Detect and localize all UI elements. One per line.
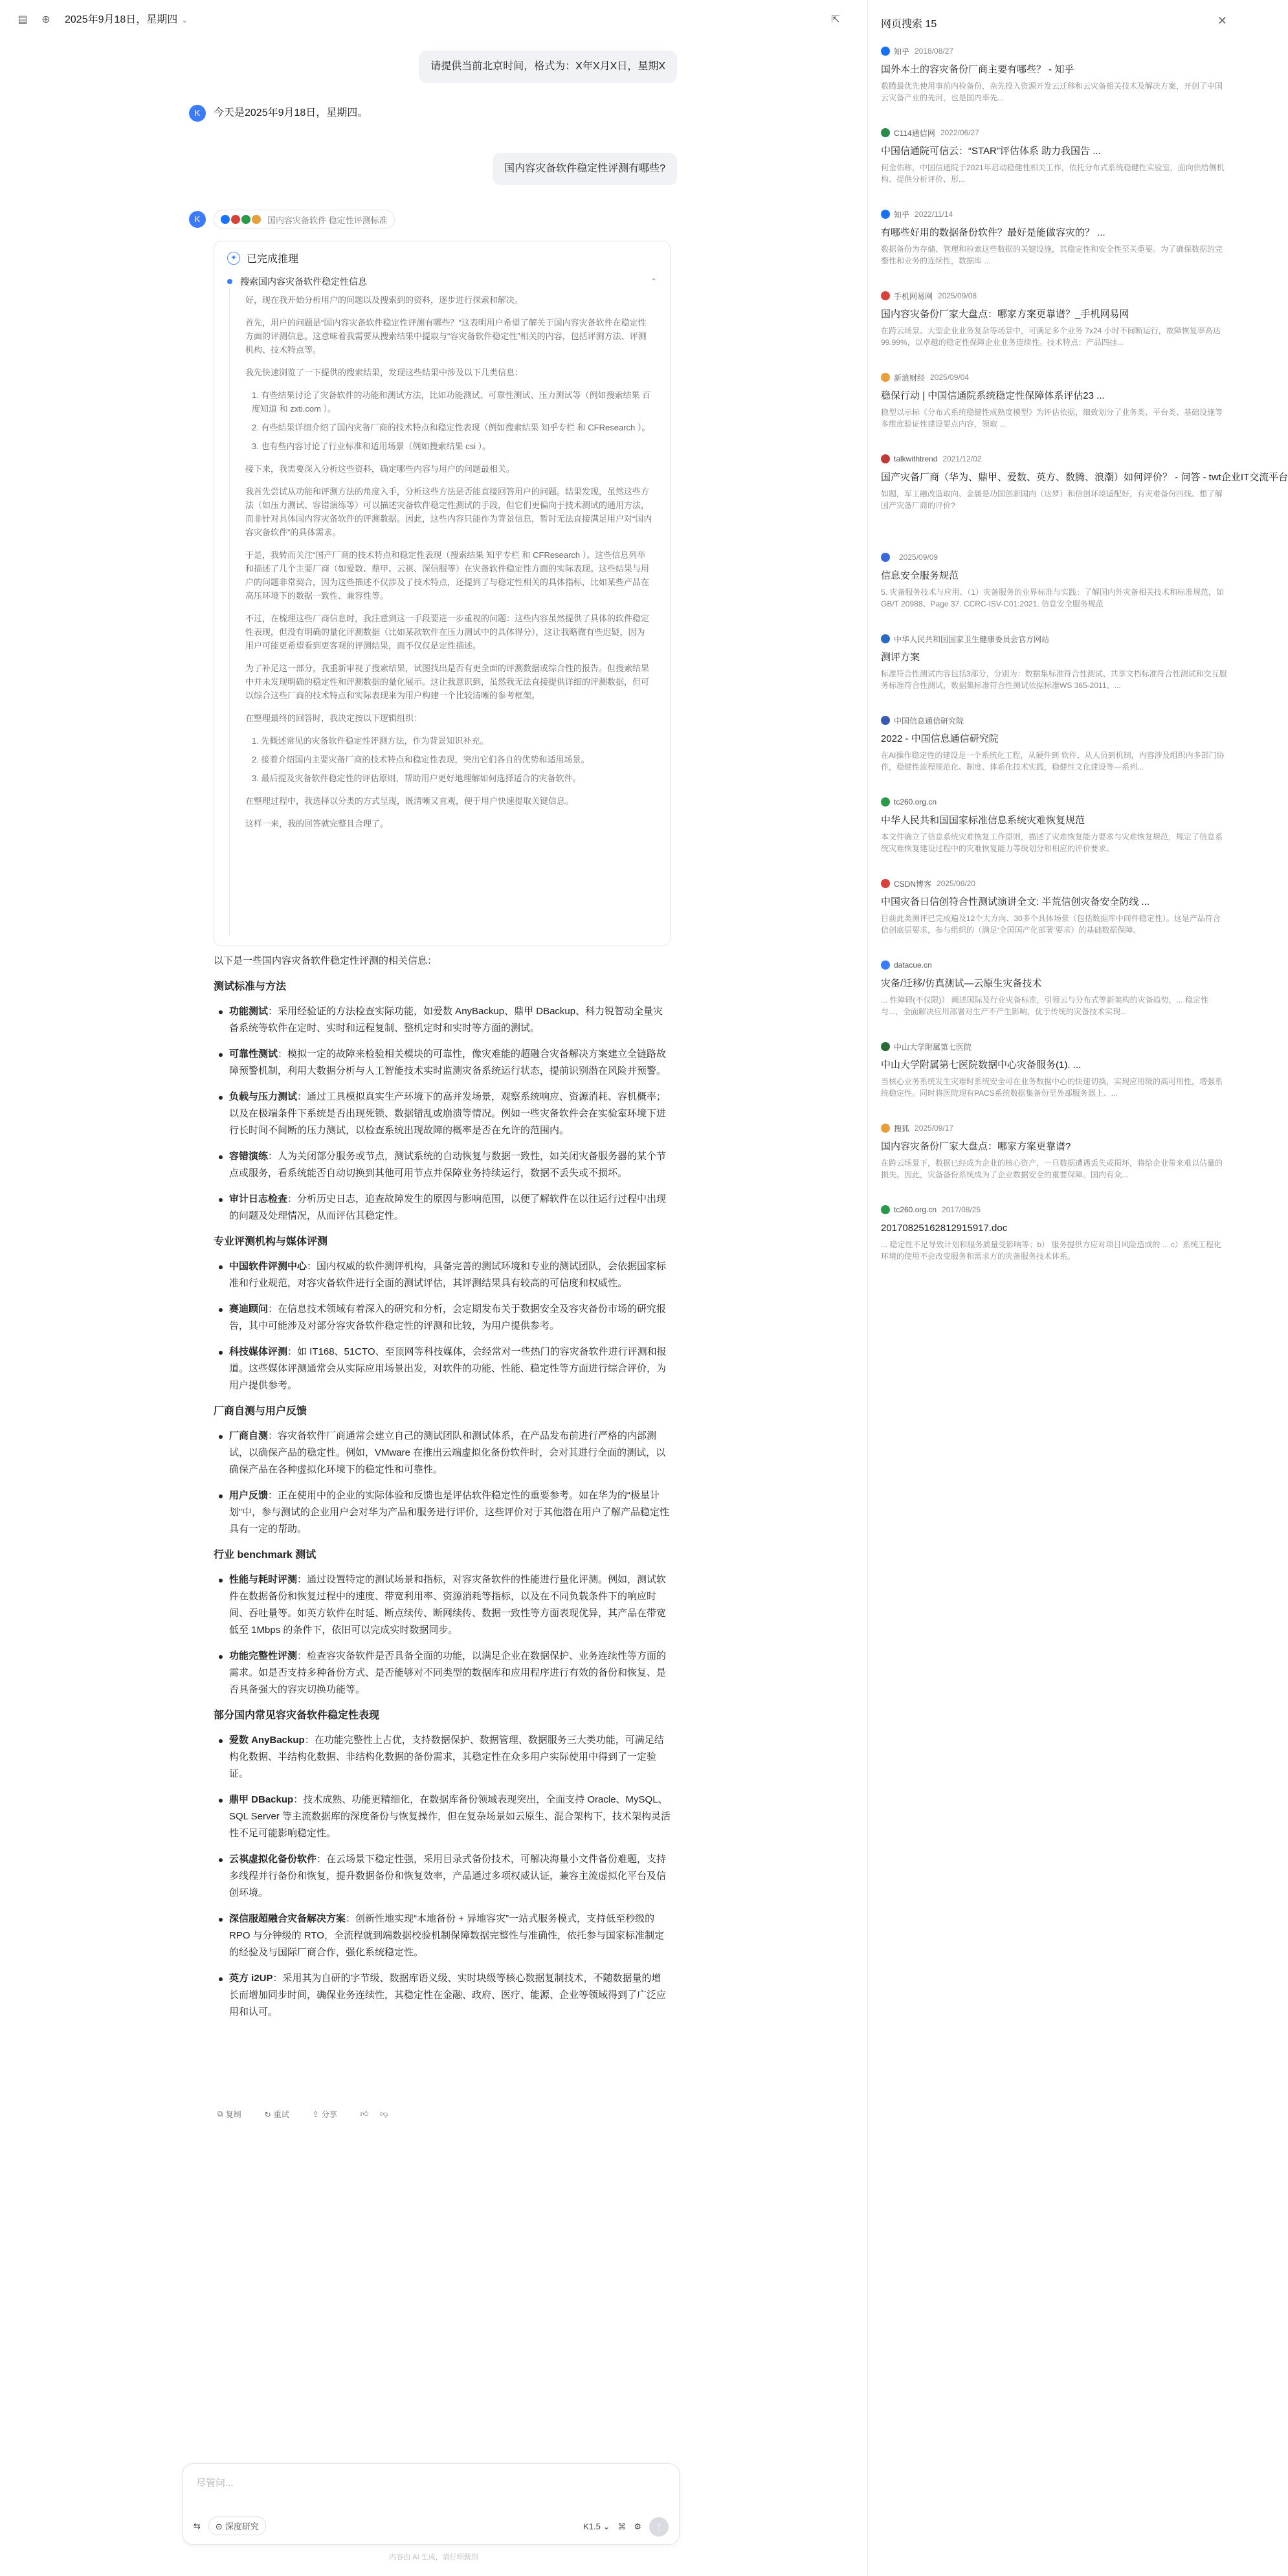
answer-list-item xyxy=(214,1487,671,1538)
panel-title: 网页搜索 15 xyxy=(881,19,937,30)
source-favicon-icon xyxy=(252,215,261,224)
answer-item-text: ：分析历史日志，追查故障发生的原因与影响范围，以便了解软件在以往运行过程中出现的问题及处理情况，从而评估其稳定性。 xyxy=(229,1194,667,1221)
site-favicon-icon xyxy=(881,960,890,970)
answer-item-text: ：在功能完整性上占优，支持数据保护、数据管理、数据服务三大类功能，可满足结构化数据、半结构化数据、非结构化数据的备份需求，其稳定性在众多用户实际使用中得到了一定验证。 xyxy=(229,1735,664,1779)
reference-date: 2025/09/04 xyxy=(930,373,970,382)
reference-item[interactable] xyxy=(881,290,1228,348)
composer-right xyxy=(568,2517,669,2537)
reference-meta xyxy=(881,1122,1228,1134)
assistant-reply: 今天是2025年9月18日，星期四。 xyxy=(214,107,368,118)
answer-item-term: 用户反馈 xyxy=(229,1490,269,1501)
source-favicon-icon xyxy=(221,215,230,224)
reference-title[interactable]: 国产灾备厂商（华为、鼎甲、爱数、英方、数腾、浪潮）如何评价？ - 问答 - twt企业IT交流平台 xyxy=(881,472,1288,483)
copy-label: 复制 xyxy=(225,2110,241,2119)
answer-list xyxy=(214,1003,671,1225)
reference-snippet: 数腾最优先使用事前内检备份，亲先投入资源开发云迁移和云灾备相关技术及解决方案，开创了中国云灾备产业的先河，也是国内率先... xyxy=(881,82,1223,102)
thinking-list-item: 1. 有些结果讨论了灾备软件的功能和测试方法，比如功能测试、可靠性测试、压力测试等（例如搜索结果 百度知道 和 zxti.com ）。 xyxy=(252,390,651,414)
answer-item-text: ：在云场景下稳定性强，采用目录式备份技术，可解决海量小文件备份难题，支持多线程并行备份和恢复，提升数据备份和恢复效率，产品通过多项权威认证，兼容主流虚拟化平台及信创环境。 xyxy=(229,1854,667,1898)
reference-title[interactable]: 中华人民共和国国家标准信息系统灾难恢复规范 xyxy=(881,815,1085,826)
answer-item-term: 功能测试 xyxy=(229,1006,269,1017)
answer-item-text: ：在信息技术领域有着深入的研究和分析，会定期发布关于数据安全及容灾备份市场的研究报告，其中可能涉及对部分容灾备软件稳定性的评测和比较，为用户提供参考。 xyxy=(229,1304,667,1331)
answer-list-item xyxy=(214,1732,671,1782)
reference-source: CSDN博客 xyxy=(894,879,932,889)
answer-list-item xyxy=(214,1911,671,1961)
reference-source: 中国信息通信研究院 xyxy=(894,716,964,726)
answer-item-text: ：通过设置特定的测试场景和指标，对容灾备软件的性能进行量化评测。例如，测试软件在数据备份和恢复过程中的速度、带宽利用率、资源消耗等指标，以及在不同负载条件下的响应时间、吞吐量等。如英方软件在时延、断点续传、断网续传、数据一致性等方面表现优异，其产品在带宽低至 1Mbps 的条件下，依旧可以完成实时数据同步。 xyxy=(229,1574,667,1636)
copy-button[interactable] xyxy=(217,2109,253,2120)
reference-date: 2022/11/14 xyxy=(915,210,953,219)
chat-title[interactable]: 2025年9月18日，星期四 ⌄ xyxy=(65,14,188,25)
web-search-panel xyxy=(867,0,1288,2576)
reference-title[interactable]: 2022 - 中国信息通信研究院 xyxy=(881,733,999,744)
answer-item-text: ：技术成熟、功能更精细化，在数据库备份领域表现突出，全面支持 Oracle、MySQL、SQL Server 等主流数据库的深度备份与恢复操作，但在复杂场景如云原生、混合架构下，技术架构灵活性不足可能影响稳定性。 xyxy=(229,1794,671,1839)
reference-title[interactable]: 灾备/迁移/仿真测试—云原生灾备技术 xyxy=(881,978,1042,989)
answer-item-text: ：采用经验证的方法检查实际功能，如爱数 AnyBackup、鼎甲 DBackup、科力锐智动全量灾备系统等软件在定时、实时和远程复制、整机定时和实时等方面的测试。 xyxy=(229,1006,663,1034)
reference-title[interactable]: 20170825162812915917.doc xyxy=(881,1223,1008,1234)
answer-item-term: 可靠性测试 xyxy=(229,1049,278,1060)
answer-list-item xyxy=(214,1148,671,1182)
thinking-paragraph: 这样一来，我的回答就完整且合理了。 xyxy=(245,819,389,828)
answer-item-term: 深信服超融合灾备解决方案 xyxy=(229,1913,346,1924)
reference-item[interactable] xyxy=(881,715,1228,773)
site-favicon-icon xyxy=(881,373,890,382)
message-actions xyxy=(217,2109,399,2120)
thumbs-down-icon[interactable]: 👎︎ xyxy=(380,2109,388,2118)
reference-item[interactable] xyxy=(881,1122,1228,1181)
chevron-up-icon: ⌃ xyxy=(650,277,657,286)
reference-source: 中华人民共和国国家卫生健康委员会官方网站 xyxy=(894,634,1050,644)
reference-item[interactable] xyxy=(881,453,1288,511)
reference-meta xyxy=(881,208,1228,220)
reference-title[interactable]: 测评方案 xyxy=(881,652,920,663)
answer-item-text: ：国内权威的软件测评机构，具备完善的测试环境和专业的测试团队，会依据国家标准和行业规范，对容灾备软件进行全面的测试评估，其评测结果具有较高的可信度和权威性。 xyxy=(229,1261,667,1289)
retry-button[interactable] xyxy=(265,2109,301,2120)
composer xyxy=(183,2463,680,2545)
model-selector[interactable]: K1.5 ⌄ xyxy=(583,2522,610,2531)
answer-item-text: ：检查容灾备软件是否具备全面的功能，以满足企业在数据保护、业务连续性等方面的需求。如是否支持多种备份方式、是否能够对不同类型的数据库和应用程序进行有效的备份和恢复、是否具备强大的容灾切换功能等。 xyxy=(229,1650,667,1695)
source-chip-label: 国内容灾备软件 稳定性评测标准 xyxy=(267,215,388,225)
settings-icon[interactable]: ⚙ xyxy=(634,2522,641,2531)
answer-item-text: ：通过工具模拟真实生产环境下的高并发场景，观察系统响应、资源消耗、容机概率；以及在极端条件下系统是否出现死锁、数据错乱或崩溃等情况。例如一些灾备软件会在实验室环境下进行长时间不间断的压力测试，以检查系统出现故障的概率是否在允许的范围内。 xyxy=(229,1091,667,1136)
reference-meta xyxy=(881,551,1228,563)
reference-meta xyxy=(881,372,1228,383)
reference-snippet: 标准符合性测试内容包括3部分，分别为：数据集标准符合性测试、共享文档标准符合性测试和交互服务标准符合性测试，数据集标准符合性测试依据标准WS 365-2011、... xyxy=(881,669,1227,690)
reference-source: 新浪财经 xyxy=(894,373,926,383)
site-favicon-icon xyxy=(881,291,890,300)
reference-meta xyxy=(881,453,1228,465)
reference-item[interactable] xyxy=(881,127,1228,185)
answer-item-text: ：如 IT168、51CTO、至顶网等科技媒体，会经常对一些热门的容灾备软件进行评测和报道。这些媒体评测通常会从实际应用场景出发，对软件的功能、性能、稳定性等方面进行综合评价，为用户提供参考。 xyxy=(229,1346,667,1391)
site-favicon-icon xyxy=(881,128,890,137)
thinking-body xyxy=(245,293,653,839)
answer-list xyxy=(214,1258,671,1394)
thinking-paragraph: 接下来，我需要深入分析这些资料，确定哪些内容与用户的问题最相关。 xyxy=(245,464,515,474)
answer-list-item xyxy=(214,1089,671,1139)
retry-icon: ↻ xyxy=(264,2109,271,2119)
thinking-list-item: 3. 最后提及灾备软件稳定性的评估原则，帮助用户更好地理解如何选择适合的灾备软件。 xyxy=(252,773,581,783)
site-favicon-icon xyxy=(881,634,890,643)
site-favicon-icon xyxy=(881,1042,890,1051)
site-favicon-icon xyxy=(881,1205,890,1214)
answer-list-item xyxy=(214,1003,671,1037)
answer-item-term: 审计日志检查 xyxy=(229,1194,288,1205)
thinking-paragraph: 我首先尝试从功能和评测方法的角度入手，分析这些方法是否能直接回答用户的问题。结果发现，虽然这些方法（如压力测试、容错演练等）可以描述灾备软件稳定性测试的手段，但它们更偏向于技术测试的通用方法，而非针对具体国内容灾备软件的评测数据。因此，这些内容只能作为背景信息，暂时无法直接满足用户对“国内容灾备软件”的具体需求。 xyxy=(245,487,652,537)
reference-meta xyxy=(881,959,1228,971)
reference-source: 知乎 xyxy=(894,210,910,219)
reference-date: 2017/08/25 xyxy=(942,1205,981,1214)
share-button[interactable] xyxy=(313,2109,349,2120)
answer-section-heading: 测试标准与方法 xyxy=(214,981,287,992)
thinking-paragraph: 在整理最终的回答时，我决定按以下逻辑组织： xyxy=(245,713,423,723)
site-favicon-icon xyxy=(881,210,890,219)
reference-title[interactable]: 信息安全服务规范 xyxy=(881,570,959,581)
reference-source: tc260.org.cn xyxy=(894,797,937,806)
reference-snippet: 当核心业务系统发生灾难时系统安全可在业务数据中心的快速切换，实现应用级的高可用性，增强系统稳定性。同时将医院现有PACS系统数据集备份至外部服务器上、... xyxy=(881,1077,1223,1098)
reference-date: 2021/12/02 xyxy=(942,454,982,463)
thinking-list-item: 2. 接着介绍国内主要灾备厂商的技术特点和稳定性表现，突出它们各自的优势和适用场景。 xyxy=(252,755,590,764)
reference-snippet: 数据备份为存储、管理和检索这些数据的关键设施，其稳定性和安全性至关重要。为了确保数据的完整性和业务的连续性，数据库 ... xyxy=(881,245,1223,265)
answer-list-item xyxy=(214,1191,671,1225)
answer-item-term: 鼎甲 DBackup xyxy=(229,1794,294,1805)
reference-snippet: ... 性障碍(不仅限)） 阐述国际及行业灾备标准，引领云与分布式等新架构的灾备趋势，... 稳定性与...，全面解决应用部署对生产不产生影响，优于传统的灾备技术实现... xyxy=(881,995,1209,1016)
source-favicon-icon xyxy=(241,215,250,224)
reference-source: datacue.cn xyxy=(894,960,932,970)
lightbulb-icon: ✦ xyxy=(227,252,240,265)
answer-list-item xyxy=(214,1851,671,1902)
reference-source: tc260.org.cn xyxy=(894,1205,937,1214)
thinking-step-label: 搜索国内容灾备软件稳定性信息 xyxy=(240,276,367,287)
reference-date: 2025/09/08 xyxy=(938,291,977,300)
answer-list xyxy=(214,1428,671,1538)
thinking-paragraph: 不过，在梳理这些厂商信息时，我注意到这一手段要进一步重视的问题：这些内容虽然提供了具体的软件稳定性表现，但没有明确的量化评测数据（比如某款软件在压力测试中的具体得分），这让我略微有些迟疑，因为用户可能更希望看到更客观的评测结果，而不仅仅是定性描述。 xyxy=(245,614,650,650)
reference-date: 2025/08/20 xyxy=(937,879,976,888)
thinking-header[interactable] xyxy=(227,250,298,265)
retry-label: 重试 xyxy=(273,2110,289,2119)
source-favicon-icon xyxy=(231,215,240,224)
user-message: 请提供当前北京时间，格式为：X年X月X日，星期X xyxy=(419,50,677,83)
assistant-avatar: K xyxy=(189,211,206,228)
reference-date: 2018/08/27 xyxy=(915,47,954,56)
site-favicon-icon xyxy=(881,553,890,562)
share-icon: ⇪ xyxy=(312,2109,319,2119)
reference-snippet: 在跨云场景、大型企业业务复杂等场景中，可满足多个业务 7x24 小时不间断运行，故障恢复率高达 99.99%，以卓越的稳定性保障企业业务连续性。技术特点：产品四挂... xyxy=(881,326,1221,347)
answer-section-heading: 行业 benchmark 测试 xyxy=(214,1549,316,1560)
composer-tools xyxy=(194,2516,272,2535)
reference-meta xyxy=(881,633,1228,645)
answer-section-heading: 专业评测机构与媒体评测 xyxy=(214,1236,328,1247)
site-favicon-icon xyxy=(881,797,890,806)
deep-research-button[interactable] xyxy=(208,2516,266,2535)
copy-icon: ⧉ xyxy=(217,2109,223,2118)
timeline-line xyxy=(229,288,230,935)
reference-item[interactable] xyxy=(881,372,1228,430)
reference-meta xyxy=(881,878,1228,889)
close-icon[interactable]: ✕ xyxy=(1217,14,1227,27)
thinking-paragraph: 为了补足这一部分，我重新审视了搜索结果，试图找出是否有更全面的评测数据或综合性的报告。但搜索结果中并未发现明确的稳定性和评测数据的量化展示。这让我意识到，虽然我无法直接提供详细的评测数据，但可以综合这些厂商的技术特点和实际表现来为用户构建一个比较清晰的参考框架。 xyxy=(245,663,650,700)
model-label: K1.5 xyxy=(583,2522,601,2531)
thinking-paragraph: 首先，用户的问题是“国内容灾备软件稳定性评测有哪些？”这表明用户希望了解关于国内容灾备软件在稳定性方面的评测信息。这意味着我需要从搜索结果中提取与“容灾备软件稳定性”相关的内容，包括评测方法、评测机构、技术特点等。 xyxy=(245,318,647,355)
reference-snippet: 本文件确立了信息系统灾难恢复工作原则，描述了灾难恢复能力要求与灾难恢复规范，规定了信息系统灾难恢复建设过程中的灾难恢复能力等级划分和相应的评价要求。 xyxy=(881,832,1223,853)
reference-meta xyxy=(881,1041,1228,1052)
answer-list-item xyxy=(214,1571,671,1639)
deep-research-label: 深度研究 xyxy=(225,2522,259,2531)
site-favicon-icon xyxy=(881,454,890,463)
site-favicon-icon xyxy=(881,716,890,725)
reference-title[interactable]: 国外本土的容灾备份厂商主要有哪些？ - 知乎 xyxy=(881,64,1074,75)
thinking-paragraph: 好，现在我开始分析用户的问题以及搜索到的资料，逐步进行探索和解决。 xyxy=(245,295,524,305)
answer-item-term: 爱数 AnyBackup xyxy=(229,1735,305,1746)
attach-icon[interactable]: ⌘ xyxy=(617,2522,627,2531)
deep-research-icon: ⊙ xyxy=(215,2522,223,2531)
answer-item-term: 中国软件评测中心 xyxy=(229,1261,307,1272)
answer-item-term: 云祺虚拟化备份软件 xyxy=(229,1854,317,1865)
answer-item-text: ：人为关闭部分服务或节点，测试系统的自动恢复与数据一致性，如关闭灾备服务器的某个节点或服务，看系统能否自动切换到其他可用节点并保障业务持续运行，数据不丢失或不损坏。 xyxy=(229,1151,667,1179)
reference-item[interactable] xyxy=(881,796,1228,854)
site-favicon-icon xyxy=(881,1124,890,1133)
answer-list-item xyxy=(214,1301,671,1335)
assistant-avatar: K xyxy=(189,105,206,122)
answer-item-text: ：容灾备软件厂商通常会建立自己的测试团队和测试体系，在产品发布前进行严格的内部测试，以确保产品的稳定性。例如，VMware 在推出云端虚拟化备份软件时，会对其进行全面的测试，以确保产品在各种虚拟化环境下的稳定性和可靠性。 xyxy=(229,1430,666,1475)
new-chat-icon[interactable]: ⊕ xyxy=(41,14,50,25)
reference-snippet: 目前此类测评已完成遍及12个大方向、30多个具体场景（包括数据库中间件稳定性）。这是产品符合信创底层要求，参与组织的（满足‘全国国产化部署’要求）的基础数据保障。 xyxy=(881,914,1221,935)
reference-meta xyxy=(881,796,1228,808)
sidebar-toggle-icon[interactable]: ▤ xyxy=(17,14,28,25)
thinking-paragraph: 我先快速浏览了一下提供的搜索结果，发现这些结果中涉及以下几类信息： xyxy=(245,368,524,377)
reference-item[interactable] xyxy=(881,878,1228,936)
reference-meta xyxy=(881,290,1228,302)
reference-title[interactable]: 国内容灾备份厂家大盘点：哪家方案更靠谱？_手机网易网 xyxy=(881,309,1129,320)
reference-snippet: 在跨云场景下，数据已经成为企业的核心资产，一旦数据遭遇丢失或损坏，将给企业带来难以估量的损失。因此，灾备备份系统成为了企业数据安全的重要保障。国内有众... xyxy=(881,1159,1223,1179)
answer-intro: 以下是一些国内容灾备软件稳定性评测的相关信息： xyxy=(214,955,438,966)
answer-list xyxy=(214,1732,671,2021)
reference-item[interactable] xyxy=(881,208,1228,267)
source-chip[interactable] xyxy=(214,210,395,229)
reference-meta xyxy=(881,1204,1228,1216)
chevron-down-icon: ⌄ xyxy=(181,16,188,25)
reference-meta xyxy=(881,45,1228,57)
reference-item[interactable] xyxy=(881,633,1228,691)
thinking-panel xyxy=(214,241,671,946)
thumbs-up-icon[interactable]: 👍︎ xyxy=(360,2109,369,2118)
reference-source: 手机网易网 xyxy=(894,291,933,301)
thinking-paragraph: 于是，我转而关注“国产厂商的技术特点和稳定性表现（搜索结果 知乎专栏 和 CFResearch ）。这些信息列举和描述了几个主要厂商（如爱数、鼎甲、云祺、深信服等）在灾备软件稳定性方面的实际表现。这些结果与用户的问题非常契合，因为这些描述不仅涉及了技术特点，还提到了与稳定性相关的具体指标，比如某些产品在高压环境下的数据一致性、兼容性等。 xyxy=(245,550,650,601)
reference-source: 搜狐 xyxy=(894,1124,910,1133)
reference-title[interactable]: 中国灾备日信创符合性测试演讲全文: 半荒信创灾备安全防线 ... xyxy=(881,896,1150,907)
reference-snippet: 何金佑称，中国信通院于2021年启动稳健性相关工作，依托分布式系统稳健性实验室，面向供给侧机构、提供分析评价、形... xyxy=(881,163,1225,184)
user-message: 国内容灾备软件稳定性评测有哪些? xyxy=(493,153,677,185)
answer-item-term: 英方 i2UP xyxy=(229,1973,273,1984)
answer-item-term: 性能与耗时评测 xyxy=(229,1574,298,1585)
swap-icon[interactable]: ⇆ xyxy=(194,2520,201,2531)
send-button[interactable]: ↑ xyxy=(649,2517,669,2537)
step-dot-icon xyxy=(227,279,232,284)
reference-title[interactable]: 中国信通院可信云：“STAR”评估体系 助力我国告 ... xyxy=(881,146,1101,157)
thinking-step[interactable] xyxy=(227,275,657,288)
reference-title[interactable]: 有哪些好用的数据备份软件？最好是能做容灾的？ ... xyxy=(881,227,1105,238)
thinking-status: 已完成推理 xyxy=(247,254,299,265)
answer-item-text: ：模拟一定的故障来检验相关模块的可靠性，像灾难能的超融合灾备解决方案建立全链路故障预警机制，利用大数据分析与人工智能技术实时监测灾备系统运行状态，提前识别潜在风险并预警。 xyxy=(229,1049,667,1076)
reference-item[interactable] xyxy=(881,959,1228,1017)
thinking-list-item: 3. 也有些内容讨论了行业标准和适用场景（例如搜索结果 csi ）。 xyxy=(252,441,491,451)
reference-title[interactable]: 稳保行动 | 中国信通院系统稳定性保障体系评估23 ... xyxy=(881,390,1105,401)
reference-date: 2025/09/09 xyxy=(899,553,938,562)
answer-body xyxy=(214,953,671,2030)
answer-list-item xyxy=(214,1970,671,2021)
answer-item-term: 厂商自测 xyxy=(229,1430,269,1441)
thinking-paragraph: 在整理过程中，我选择以分类的方式呈现，既清晰又直观，便于用户快速提取关键信息。 xyxy=(245,796,574,806)
share-label: 分享 xyxy=(321,2110,337,2119)
reference-item[interactable] xyxy=(881,45,1228,104)
site-favicon-icon xyxy=(881,47,890,56)
answer-list-item xyxy=(214,1648,671,1698)
message-input[interactable]: 尽管问... xyxy=(196,2478,234,2489)
answer-list xyxy=(214,1571,671,1698)
answer-section-heading: 厂商自测与用户反馈 xyxy=(214,1406,307,1417)
reference-snippet: 在AI操作稳定性的建设是一个系统化工程，从硬件到 软件、从人员到机制，内容涉及组织内多部门协作，稳健性流程规范化、制度、体系化技术实践，稳健性文化建设等—系列... xyxy=(881,751,1225,772)
reference-source: 知乎 xyxy=(894,47,910,56)
reference-source: 中山大学附属第七医院 xyxy=(894,1042,972,1052)
top-bar xyxy=(0,0,867,40)
reference-item[interactable] xyxy=(881,1041,1228,1099)
share-icon[interactable]: ⇱ xyxy=(831,14,840,25)
answer-list-item xyxy=(214,1792,671,1842)
answer-item-text: ：创新性地实现“本地备份 + 异地容灾”一站式服务模式，支持低至秒级的 RPO 与分钟级的 RTO，全流程就到端数据校验机制保障数据完整性与准确性，依托参与国家标准制定的经验及与国际厂商合作，强化系统稳定性。 xyxy=(229,1913,664,1958)
reference-date: 2022/06/27 xyxy=(940,128,979,137)
answer-list-item xyxy=(214,1258,671,1292)
reference-meta xyxy=(881,715,1228,726)
reference-snippet: 5. 灾备服务技术与应用、（1）灾备服务的业界标准与实践：了解国内外灾备相关技术和标准规范，如 GB/T 20988、Page 37. CCRC-ISV-C01:2021. 信息安全服务规范 xyxy=(881,588,1225,608)
site-favicon-icon xyxy=(881,879,890,888)
reference-title[interactable]: 国内容灾备份厂家大盘点：哪家方案更靠谱? xyxy=(881,1141,1071,1152)
footer-note: 内容由 AI 生成，请仔细甄别 xyxy=(389,2553,478,2561)
answer-list-item xyxy=(214,1344,671,1394)
answer-item-term: 科技媒体评测 xyxy=(229,1346,288,1357)
reference-meta xyxy=(881,127,1228,139)
reference-title[interactable]: 中山大学附属第七医院数据中心灾备服务(1). ... xyxy=(881,1060,1082,1071)
reference-snippet: ... 稳定性不足导致计划和服务质量受影响等；b） 服务提供方应对项目风险造成的 ... c）系统工程化环境的使用不会改变服务和需求方的灾备服务技术体系。 xyxy=(881,1240,1222,1261)
reference-date: 2025/09/17 xyxy=(915,1124,954,1133)
reference-item[interactable] xyxy=(881,1204,1228,1262)
reference-snippet: 稳型以示标《分布式系统稳健性成熟度模型》为评估依据，细致划分了业务类、平台类、基础设施等多维度验证性建设要点内容，领取 ... xyxy=(881,408,1223,428)
reference-source: C114通信网 xyxy=(894,128,935,138)
answer-list-item xyxy=(214,1428,671,1478)
answer-item-text: ：采用其为自研的字节级、数据库语义级、实时块级等核心数据复制技术，不随数据量的增长而增加同步时间，确保业务连续性，其稳定性在金融、政府、医疗、能源、企业等领域得到了广泛应用和认可。 xyxy=(229,1973,667,2017)
answer-item-text: ：正在使用中的企业的实际体验和反馈也是评估软件稳定性的重要参考。如在华为的“极星计划”中，参与测试的企业用户会对华为产品和服务进行评价，这些评价对于其他潜在用户了解产品稳定性具有一定的帮助。 xyxy=(229,1490,669,1535)
answer-item-term: 功能完整性评测 xyxy=(229,1650,298,1661)
thinking-list-item: 2. 有些结果详细介绍了国内灾备厂商的技术特点和稳定性表现（例如搜索结果 知乎专栏 和 CFResearch ）。 xyxy=(252,423,650,432)
answer-item-term: 负载与压力测试 xyxy=(229,1091,298,1102)
answer-list-item xyxy=(214,1046,671,1080)
answer-item-term: 容错演练 xyxy=(229,1151,269,1162)
reference-snippet: 如题，军工融改造取向、金属是功国创新国内（达梦）和信创环境适配好，有灾难备份四线、想了解国产灾备厂商的评价? xyxy=(881,489,1223,510)
answer-section-heading: 部分国内常见容灾备软件稳定性表现 xyxy=(214,1710,380,1721)
reference-source: talkwithtrend xyxy=(894,454,938,463)
answer-item-term: 赛迪顾问 xyxy=(229,1304,269,1315)
reference-item[interactable] xyxy=(881,551,1228,610)
thinking-list-item: 1. 先概述常见的灾备软件稳定性评测方法，作为背景知识补充。 xyxy=(252,736,489,746)
